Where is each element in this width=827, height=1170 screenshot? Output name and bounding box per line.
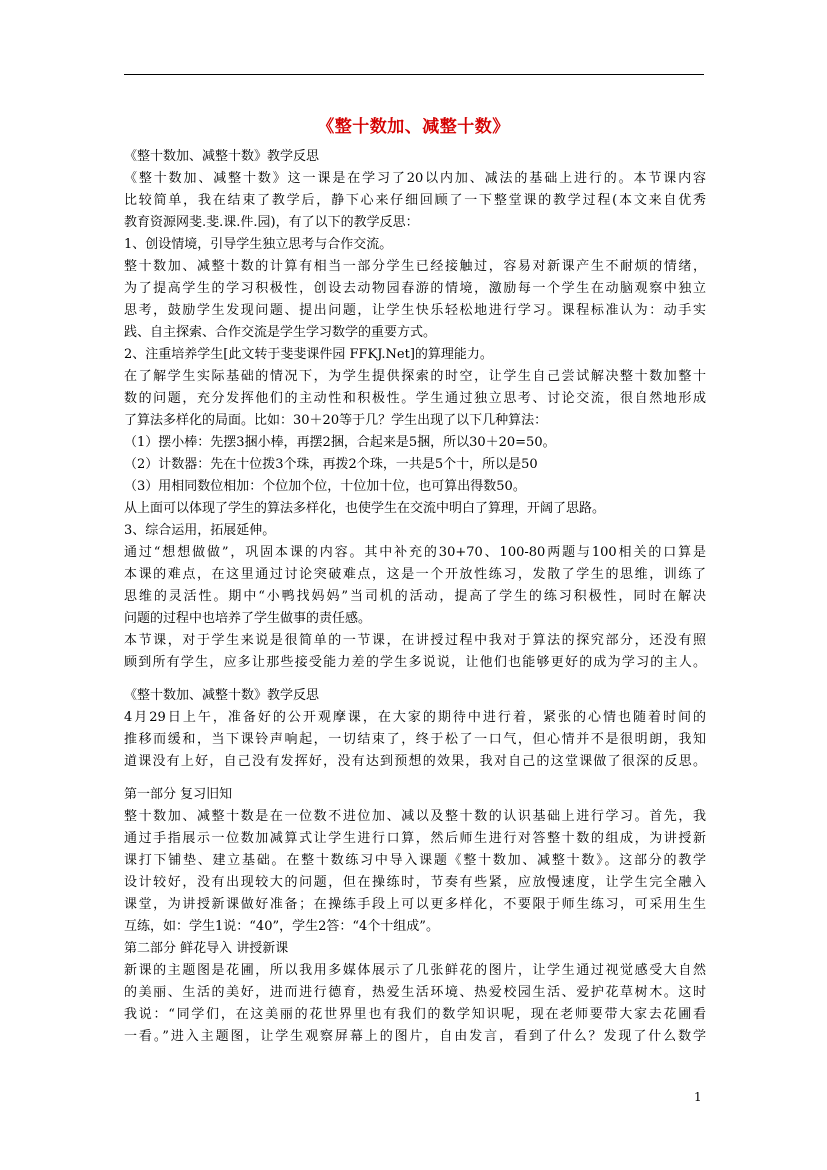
paragraph-line: 比较简单，我在结束了教学后，静下心来仔细回顾了一下整堂课的教学过程(本文来自优秀 (124, 193, 706, 208)
subheading: 2、注重培养学生[此文转于斐斐课件园 FFKJ.Net]的算理能力。 (124, 347, 493, 362)
header-rule (124, 74, 704, 75)
paragraph-line: 整十数加、减整十数的计算有相当一部分学生已经接触过，容易对新课产生不耐烦的情绪， (124, 259, 706, 274)
document-title: 《整十数加、减整十数》 (317, 117, 510, 137)
part-heading: 第二部分 鲜花导入 讲授新课 (124, 941, 289, 956)
paragraph-line: 的美丽、生活的美好，进而进行德育，热爱生活环境、热爱校园生活、爱护花草树木。这时 (124, 985, 706, 1000)
paragraph-line: 践、自主探索、合作交流是学生学习数学的重要方式。 (124, 325, 437, 340)
paragraph-line: 互练，如：学生1说：“40”，学生2答：“4个十组成”。 (124, 919, 439, 934)
part-heading: 第一部分 复习旧知 (124, 787, 233, 802)
paragraph-line: 通过“想想做做”，巩固本课的内容。其中补充的30+70、100-80两题与100相关的口算是 (124, 545, 706, 560)
paragraph-line: 了算法多样化的局面。比如：30＋20等于几？学生出现了以下几种算法： (124, 413, 548, 428)
paragraph-line: 从上面可以体现了学生的算法多样化，也使学生在交流中明白了算理，开阔了思路。 (124, 501, 606, 516)
paragraph-line: 4月29日上午，准备好的公开观摩课，在大家的期待中进行着，紧张的心情也随着时间的 (124, 710, 706, 725)
paragraph-line: 思考，鼓励学生发现问题、提出问题，让学生快乐轻松地进行学习。课程标准认为：动手实 (124, 303, 706, 318)
paragraph-line: 数的问题，充分发挥他们的主动性和积极性。学生通过独立思考、讨论交流，很自然地形成 (124, 391, 706, 406)
section1-heading: 《整十数加、减整十数》教学反思 (124, 149, 320, 164)
paragraph-line: 一看。”进入主题图，让学生观察屏幕上的图片，自由发言，看到了什么？发现了什么数学 (124, 1029, 706, 1044)
paragraph-line: 教育资源网斐.斐.课.件.园)，有了以下的教学反思： (124, 215, 419, 230)
paragraph-line: 《整十数加、减整十数》这一课是在学习了20以内加、减法的基础上进行的。本节课内容 (124, 171, 706, 186)
paragraph-line: 课打下铺垫、建立基础。在整十数练习中导入课题《整十数加、减整十数》。这部分的教学 (124, 853, 706, 868)
paragraph-line: 我说：“同学们，在这美丽的花世界里也有我们的数学知识呢，现在老师要带大家去花圃看 (124, 1007, 706, 1022)
paragraph-line: 整十数加、减整十数是在一位数不进位加、减以及整十数的认识基础上进行学习。首先，我 (124, 809, 706, 824)
document-body (124, 146, 706, 1048)
paragraph-line: 课堂，为讲授新课做好准备；在操练手段上可以更多样化，不要限于师生练习，可采用生生 (124, 897, 706, 912)
paragraph-line: 问题的过程中也培养了学生做事的责任感。 (124, 611, 372, 626)
list-item: （2）计数器：先在十位拨3个珠，再拨2个珠，一共是5个十，所以是50 (124, 457, 538, 472)
list-item: （1）摆小棒：先摆3捆小棒，再摆2捆，合起来是5捆，所以30＋20=50。 (124, 435, 556, 450)
subheading: 1、创设情境，引导学生独立思考与合作交流。 (124, 237, 393, 252)
paragraph-line: 设计较好，没有出现较大的问题，但在操练时，节奏有些紧，应放慢速度，让学生完全融入 (124, 875, 706, 890)
paragraph-line: 道课没有上好，自己没有发挥好，没有达到预想的效果，我对自己的这堂课做了很深的反思。 (124, 754, 706, 769)
page-number: 1 (694, 1090, 702, 1104)
list-item: （3）用相同数位相加：个位加个位，十位加十位，也可算出得数50。 (124, 479, 526, 494)
paragraph-line: 在了解学生实际基础的情况下，为学生提供探索的时空，让学生自己尝试解决整十数加整十 (124, 369, 706, 384)
paragraph-line: 顾到所有学生，应多让那些接受能力差的学生多说说，让他们也能够更好的成为学习的主人。 (124, 655, 706, 670)
paragraph-line: 推移而缓和，当下课铃声响起，一切结束了，终于松了一口气，但心情并不是很明朗，我知 (124, 732, 706, 747)
paragraph-line: 思维的灵活性。期中“小鸭找妈妈”当司机的活动，提高了学生的练习积极性，同时在解决 (124, 589, 706, 604)
paragraph-line: 新课的主题图是花圃，所以我用多媒体展示了几张鲜花的图片，让学生通过视觉感受大自然 (124, 963, 706, 978)
section2-heading: 《整十数加、减整十数》教学反思 (124, 688, 320, 703)
paragraph-line: 通过手指展示一位数加减算式让学生进行口算，然后师生进行对答整十数的组成，为讲授新 (124, 831, 706, 846)
paragraph-line: 为了提高学生的学习积极性，创设去动物园春游的情境，激励每一个学生在动脑观察中独立 (124, 281, 706, 296)
paragraph-line: 本课的难点，在这里通过讨论突破难点，这是一个开放性练习，发散了学生的思维，训练了 (124, 567, 706, 582)
paragraph-line: 本节课，对于学生来说是很简单的一节课，在讲授过程中我对于算法的探究部分，还没有照 (124, 633, 706, 648)
subheading: 3、综合运用，拓展延伸。 (124, 523, 276, 538)
